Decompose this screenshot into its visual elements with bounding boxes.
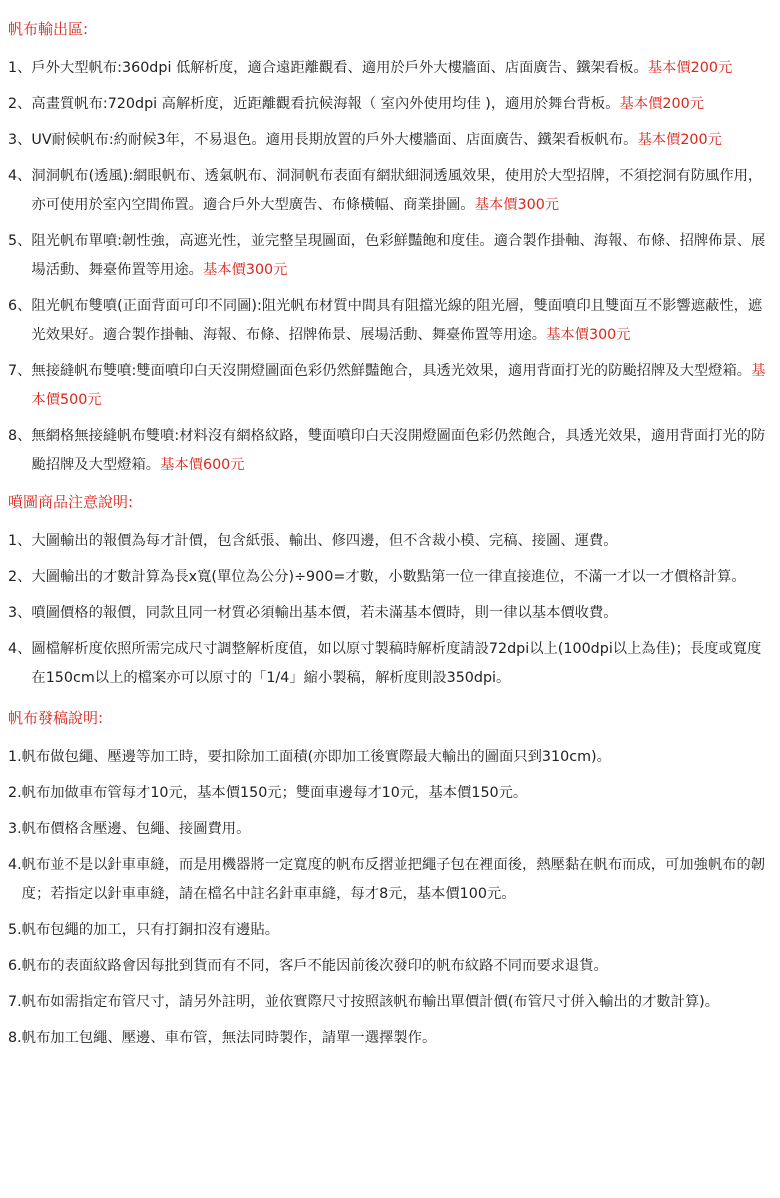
list-item — [8, 422, 772, 480]
list-item — [8, 563, 772, 592]
item-text: 噴圖價格的報價，同款且同一材質必須輸出基本價，若未滿基本價時，則一律以基本價收費。 — [31, 605, 618, 621]
item-text: 帆布的表面紋路會因每批到貨而有不同，客戶不能因前後次發印的帆布紋路不同而要求退貨。 — [21, 958, 608, 974]
item-text: 洞洞帆布(透風):網眼帆布、透氣帆布、洞洞帆布表面有網狀細洞透風效果，使用於大型招牌，不須挖洞有防風作用，亦可使用於室內空間佈置。適合戶外大型廣告、布條橫幅、商業掛圖。 — [31, 168, 763, 213]
item-text: 無接縫帆布雙噴:雙面噴印白天沒開燈圖面色彩仍然鮮豔飽合，具透光效果，適用背面打光的防颱招牌及大型燈箱。 — [31, 363, 752, 379]
list-item — [8, 743, 772, 772]
item-number: 2、 — [8, 96, 32, 112]
item-text: 帆布價格含壓邊、包繩、接圖費用。 — [21, 821, 251, 837]
item-number: 4. — [8, 857, 22, 873]
list-item — [8, 635, 772, 693]
item-text: 大圖輸出的報價為每才計價，包含紙張、輸出、修四邊，但不含裁小模、完稿、接圖、運費。 — [31, 533, 618, 549]
list-item — [8, 527, 772, 556]
list-item — [8, 292, 772, 350]
section-print-notes — [8, 491, 772, 693]
print-notes-list — [8, 527, 772, 693]
item-text-block — [31, 292, 772, 350]
list-item — [8, 162, 772, 220]
item-number: 7. — [8, 994, 22, 1010]
item-text-block — [31, 357, 772, 415]
item-number: 3、 — [8, 605, 32, 621]
price-label: 基本價300元 — [546, 327, 631, 343]
item-number: 2. — [8, 785, 22, 801]
item-text: UV耐候帆布:約耐候3年，不易退色。適用長期放置的戶外大樓牆面、店面廣告、鐵架看板帆布。 — [31, 132, 638, 148]
item-text-block — [31, 227, 772, 285]
section-banner-output — [8, 18, 772, 480]
item-number: 1、 — [8, 60, 32, 76]
item-number: 2、 — [8, 569, 32, 585]
price-label: 基本價200元 — [647, 60, 733, 76]
item-number: 7、 — [8, 363, 32, 379]
item-text: 阻光帆布單噴:韌性強，高遮光性，並完整呈現圖面，色彩鮮豔飽和度佳。適合製作掛軸、海報、布條、招牌佈景、展場活動、舞臺佈置等用途。 — [31, 233, 766, 278]
price-label: 基本價200元 — [619, 96, 705, 112]
list-item — [8, 916, 772, 945]
list-item — [8, 988, 772, 1017]
list-item — [8, 126, 772, 155]
section-banner-submission — [8, 707, 772, 1053]
item-text: 帆布如需指定布管尺寸，請另外註明，並依實際尺寸按照該帆布輸出單價計價(布管尺寸併入輸出的才數計算)。 — [21, 994, 720, 1010]
item-text: 帆布加做車布管每才10元，基本價150元；雙面車邊每才10元，基本價150元。 — [21, 785, 528, 801]
item-number: 1. — [8, 749, 22, 765]
list-item — [8, 815, 772, 844]
item-text: 阻光帆布雙噴(正面背面可印不同圖):阻光帆布材質中間具有阻擋光線的阻光層，雙面噴印且雙面互不影響遮蔽性，遮光效果好。適合製作掛軸、海報、布條、招牌佈景、展場活動、舞臺佈置等用途。 — [31, 298, 763, 343]
item-text: 大圖輸出的才數計算為長x寬(單位為公分)÷900=才數，小數點第一位一律直接進位，不滿一才以一才價格計算。 — [31, 569, 746, 585]
price-label: 基本價200元 — [637, 132, 722, 148]
item-number: 5、 — [8, 233, 32, 249]
item-number: 8、 — [8, 428, 32, 444]
item-number: 6、 — [8, 298, 32, 314]
section-title: 噴圖商品注意說明: — [8, 493, 134, 511]
item-number: 3、 — [8, 132, 32, 148]
price-label: 基本價300元 — [202, 262, 288, 278]
banner-submission-list — [8, 743, 772, 1053]
item-number: 4、 — [8, 168, 32, 184]
item-text: 圖檔解析度依照所需完成尺寸調整解析度值，如以原寸製稿時解析度請設72dpi以上(100dpi以上為佳)；長度或寬度在150cm以上的檔案亦可以原寸的「1/4」縮小製稿，解析度則設350dpi。 — [31, 641, 762, 686]
item-number: 1、 — [8, 533, 32, 549]
price-label: 基本價300元 — [474, 197, 560, 213]
section-title: 帆布輸出區: — [8, 20, 89, 38]
list-item — [8, 54, 772, 83]
item-text: 帆布並不是以針車車縫，而是用機器將一定寬度的帆布反摺並把繩子包在裡面後，熱壓黏在帆布而成，可加強帆布的韌度；若指定以針車車縫，請在檔名中註名針車車縫，每才8元，基本價100元。 — [21, 857, 766, 902]
item-text: 無網格無接縫帆布雙噴:材料沒有網格紋路，雙面噴印白天沒開燈圖面色彩仍然飽合，具透光效果，適用背面打光的防颱招牌及大型燈箱。 — [31, 428, 766, 473]
list-item — [8, 90, 772, 119]
price-label: 基本價500元 — [31, 363, 766, 408]
price-label: 基本價600元 — [160, 457, 245, 473]
item-number: 5. — [8, 922, 22, 938]
item-text-block — [31, 162, 772, 220]
section-title: 帆布發稿說明: — [8, 709, 104, 727]
item-number: 6. — [8, 958, 22, 974]
item-text-block — [31, 422, 772, 480]
list-item — [8, 599, 772, 628]
list-item — [8, 1024, 772, 1053]
list-item — [8, 357, 772, 415]
banner-output-list — [8, 54, 772, 480]
item-text-block — [31, 126, 772, 155]
list-item — [8, 851, 772, 909]
item-text: 帆布包繩的加工，只有打銅扣沒有邊貼。 — [21, 922, 279, 938]
item-text-block — [31, 54, 772, 83]
item-text-block — [31, 90, 772, 119]
item-number: 8. — [8, 1030, 22, 1046]
item-text: 帆布做包繩、壓邊等加工時，要扣除加工面積(亦即加工後實際最大輸出的圖面只到310cm)。 — [21, 749, 611, 765]
list-item — [8, 227, 772, 285]
item-number: 3. — [8, 821, 22, 837]
item-text: 戶外大型帆布:360dpi 低解析度，適合遠距離觀看、適用於戶外大樓牆面、店面廣告、鐵架看板。 — [31, 60, 648, 76]
list-item — [8, 779, 772, 808]
item-text: 帆布加工包繩、壓邊、車布管，無法同時製作，請單一選擇製作。 — [21, 1030, 437, 1046]
list-item — [8, 952, 772, 981]
item-text: 高畫質帆布:720dpi 高解析度，近距離觀看抗候海報（ 室內外使用均佳 )，適用於舞台背板。 — [31, 96, 620, 112]
item-number: 4、 — [8, 641, 32, 657]
